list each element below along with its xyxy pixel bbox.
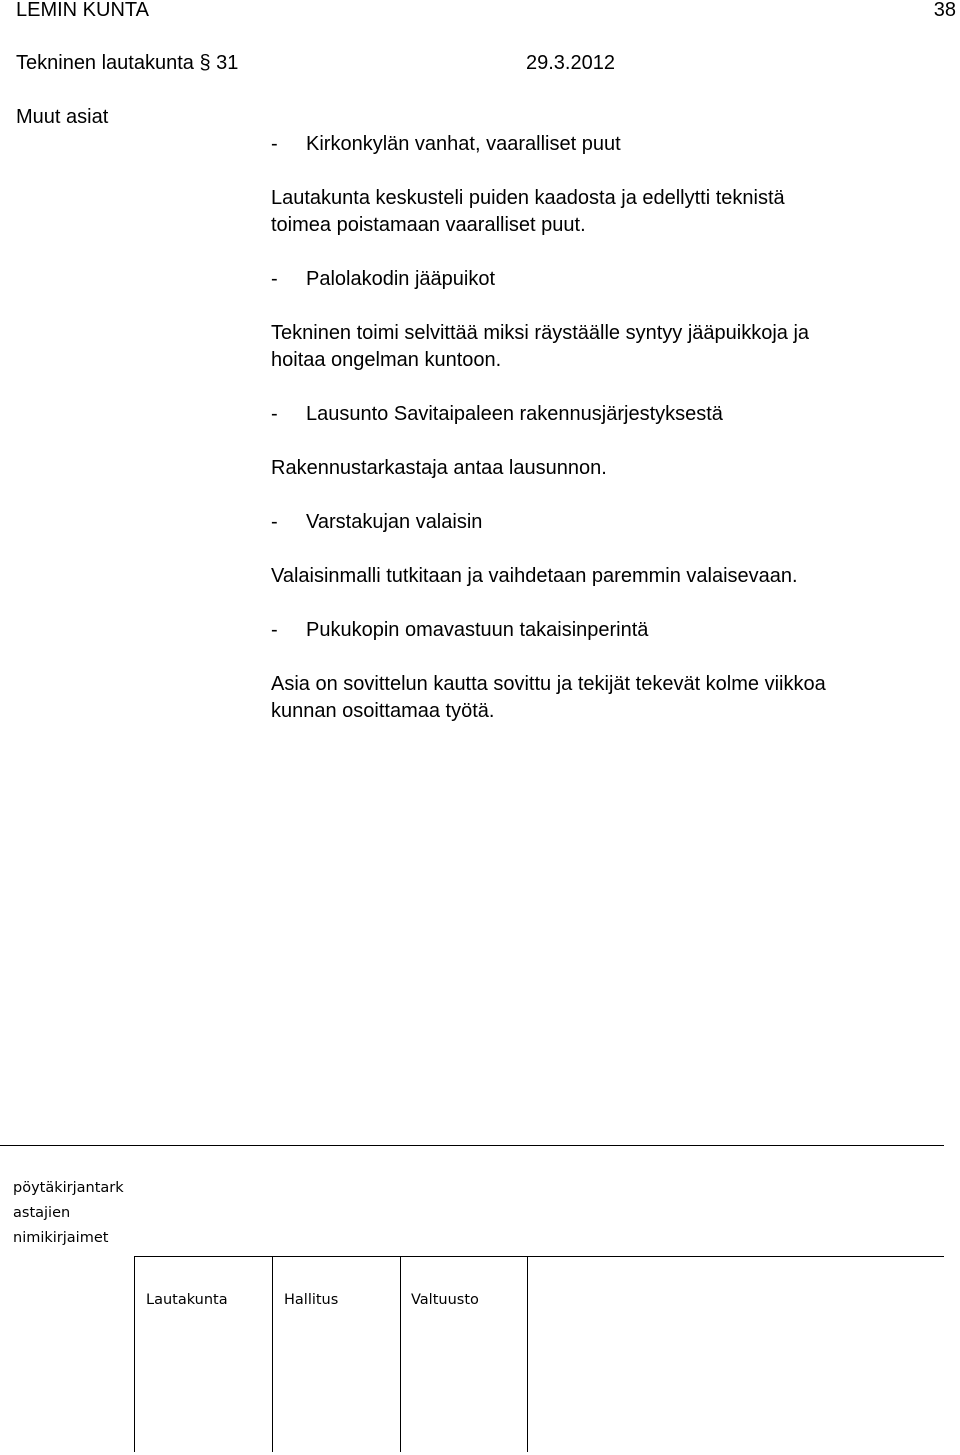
item-body-line: hoitaa ongelman kuntoon. [271, 349, 502, 371]
item-dash: - [271, 268, 278, 290]
item-dash: - [271, 511, 278, 533]
footer-column-divider [272, 1256, 273, 1452]
footer-column-divider [134, 1256, 135, 1452]
item-body-line: Tekninen toimi selvittää miksi räystäälle syntyy jääpuikkoja ja [271, 322, 810, 344]
item-heading: Lausunto Savitaipaleen rakennusjärjestyksestä [306, 403, 723, 425]
section-title: Muut asiat [16, 106, 109, 128]
item-dash: - [271, 403, 278, 425]
item-heading: Palolakodin jääpuikot [306, 268, 496, 290]
footer-top-rule [0, 1145, 944, 1146]
initials-label-line: nimikirjaimet [13, 1230, 109, 1246]
meeting-date: 29.3.2012 [526, 52, 615, 74]
item-body-line: toimea poistamaan vaaralliset puut. [271, 214, 586, 236]
item-dash: - [271, 619, 278, 641]
item-dash: - [271, 133, 278, 155]
org-name: LEMIN KUNTA [16, 0, 149, 21]
item-body-line: Valaisinmalli tutkitaan ja vaihdetaan paremmin valaisevaan. [271, 565, 798, 587]
item-heading: Kirkonkylän vanhat, vaaralliset puut [306, 133, 621, 155]
footer-table-top-rule [134, 1256, 944, 1257]
item-body-line: Lautakunta keskusteli puiden kaadosta ja edellytti teknistä [271, 187, 785, 209]
footer-column-divider [400, 1256, 401, 1452]
footer-column-valtuusto: Valtuusto [411, 1292, 479, 1308]
item-heading: Pukukopin omavastuun takaisinperintä [306, 619, 649, 641]
board-meeting: Tekninen lautakunta § 31 [16, 52, 239, 74]
footer-column-hallitus: Hallitus [284, 1292, 339, 1308]
item-body-line: Asia on sovittelun kautta sovittu ja tekijät tekevät kolme viikkoa [271, 673, 826, 695]
initials-label-line: pöytäkirjantark [13, 1180, 124, 1196]
footer-column-lautakunta: Lautakunta [146, 1292, 228, 1308]
page-number: 38 [933, 0, 956, 21]
initials-label-line: astajien [13, 1205, 71, 1221]
footer-column-divider [527, 1256, 528, 1452]
item-heading: Varstakujan valaisin [306, 511, 483, 533]
item-body-line: kunnan osoittamaa työtä. [271, 700, 495, 722]
item-body-line: Rakennustarkastaja antaa lausunnon. [271, 457, 607, 479]
